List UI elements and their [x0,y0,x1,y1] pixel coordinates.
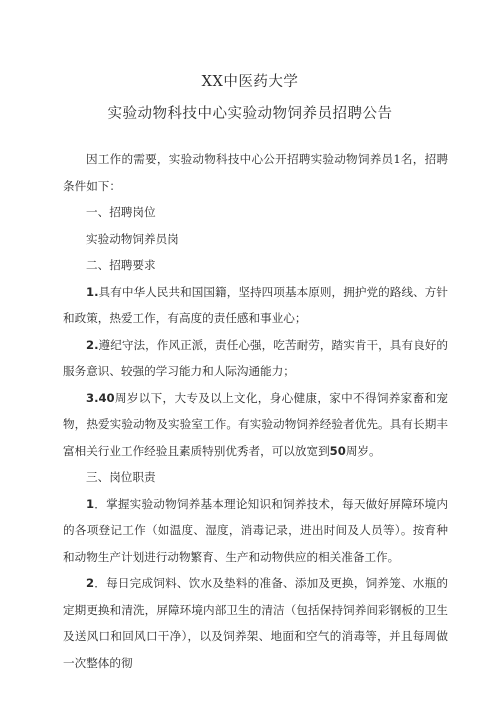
section-heading-requirements: 二、招聘要求 [86,258,156,272]
requirement-1-text: 具有中华人民共和国国籍，坚持四项基本原则，拥护党的路线、方针和政策，热爱工作，有高度的责任感和事业心； [63,284,448,325]
requirement-2-text: 遵纪守法，作风正派，责任心强，吃苦耐劳，踏实肯干，具有良好的服务意识、较强的学习能力和人际沟通能力； [63,337,448,378]
duty-1-text: ．掌握实验动物饲养基本理论知识和饲养技术，每天做好屏障环境内的各项登记工作（如温度、湿度，消毒记录，进出时间及人员等）。按育种和动物生产计划进行动物繁育、生产和动物供应的相关准备工作。 [63,496,448,564]
duty-2-number: 2 [86,576,95,590]
requirement-3-age-limit: 50 [329,443,346,458]
position-name: 实验动物饲养员岗 [86,231,179,246]
requirement-3-text-b: 周岁。 [345,443,381,458]
duty-2 [63,570,448,676]
section-heading-duties: 三、岗位职责 [86,470,156,484]
document-body [63,146,448,676]
section-heading-positions: 一、招聘岗位 [86,205,156,219]
requirement-3 [63,385,448,465]
duty-1-number: 1 [86,496,95,511]
requirement-1 [63,279,448,332]
requirement-2 [63,332,448,385]
requirement-3-text-a: 周岁以下，大专及以上文化，身心健康，家中不得饲养家畜和宠物，热爱实验动物及实验室工作。有实验动物饲养经验者优先。具有长期丰富相关行业工作经验且素质特别优秀者，可以放宽到 [63,390,448,458]
document-title-notice: 实验动物科技中心实验动物饲养员招聘公告 [107,106,393,122]
duty-1 [63,491,448,571]
document-title-university: XX中医药大学 [201,74,299,90]
duty-2-text: ．每日完成饲料、饮水及垫料的准备、添加及更换，饲养笼、水瓶的定期更换和清洗，屏障环境内部卫生的清洁（包括保持饲养间彩钢板的卫生及送风口和回风口干净），以及饲养架、地面和空气的消毒等，并且每周做一次整体的彻 [63,576,448,670]
intro-paragraph: 因工作的需要，实验动物科技中心公开招聘实验动物饲养员1名，招聘条件如下： [63,152,448,193]
requirement-2-number: 2. [86,337,99,352]
requirement-3-number: 3.40 [86,390,115,405]
requirement-1-number: 1. [86,284,99,299]
